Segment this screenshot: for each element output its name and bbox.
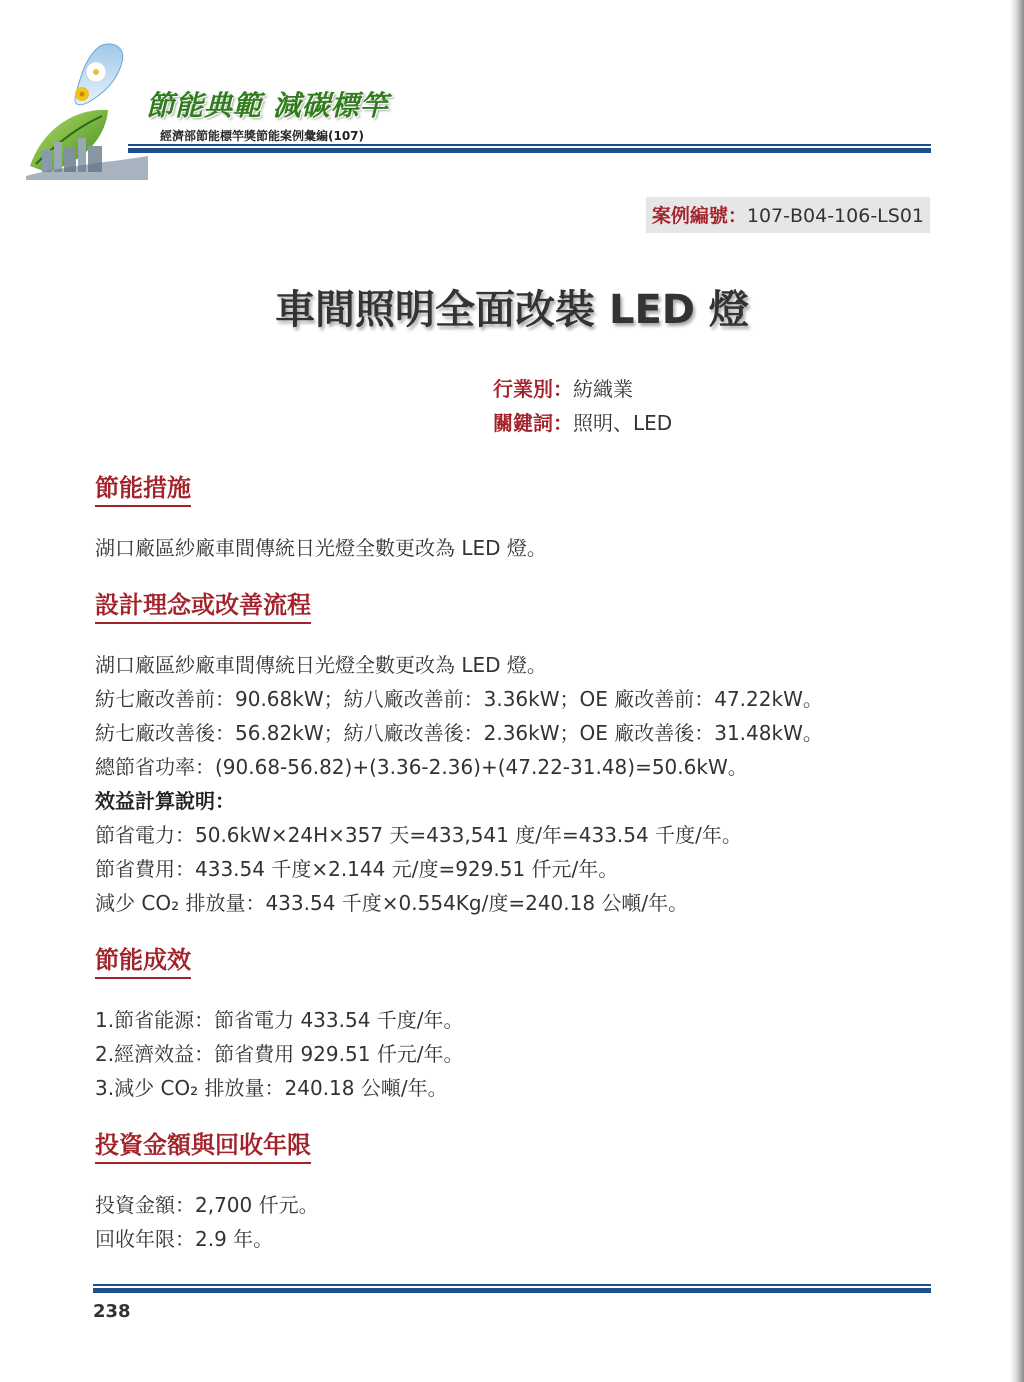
body-line: 湖口廠區紗廠車間傳統日光燈全數更改為 LED 燈。 — [95, 536, 547, 560]
section-heading: 設計理念或改善流程 — [95, 585, 311, 624]
section-investment-payback — [95, 1125, 935, 1256]
section-heading: 節能成效 — [95, 940, 191, 979]
keywords-value: 照明、LED — [573, 411, 673, 435]
body-line: 湖口廠區紗廠車間傳統日光燈全數更改為 LED 燈。 — [95, 653, 547, 677]
section-design-process — [95, 585, 935, 920]
body-line: 節省費用：433.54 千度×2.144 元/度=929.51 仟元/年。 — [95, 857, 619, 881]
page-number: 238 — [93, 1301, 131, 1322]
brand-subtitle: 經濟部節能標竿獎節能案例彙編(107) — [160, 129, 365, 143]
footer-divider-thick — [93, 1288, 931, 1293]
body-line: 紡七廠改善後：56.82kW；紡八廠改善後：2.36kW；OE 廠改善後：31.48kW。 — [95, 721, 823, 745]
body-line: 2.經濟效益：節省費用 929.51 仟元/年。 — [95, 1042, 464, 1066]
section-heading: 節能措施 — [95, 468, 191, 507]
section-body — [95, 648, 935, 920]
case-number-badge — [646, 197, 930, 233]
body-line: 3.減少 CO₂ 排放量：240.18 公噸/年。 — [95, 1076, 448, 1100]
case-number-value: 107-B04-106-LS01 — [746, 205, 924, 227]
section-body — [95, 531, 935, 565]
section-energy-results — [95, 940, 935, 1105]
section-heading: 投資金額與回收年限 — [95, 1125, 311, 1164]
section-body — [95, 1188, 935, 1256]
body-line: 減少 CO₂ 排放量：433.54 千度×0.554Kg/度=240.18 公噸/年。 — [95, 891, 689, 915]
industry-value: 紡織業 — [573, 377, 633, 401]
keywords-label: 關鍵詞： — [493, 411, 573, 435]
section-energy-measures — [95, 468, 935, 565]
section-body — [95, 1003, 935, 1105]
benefit-calculation-heading: 效益計算說明： — [95, 789, 235, 813]
industry-row — [493, 372, 672, 406]
industry-label: 行業別： — [493, 377, 573, 401]
header-divider-thick — [128, 148, 931, 153]
body-line: 1.節省能源：節省電力 433.54 千度/年。 — [95, 1008, 464, 1032]
body-line: 總節省功率：(90.68-56.82)+(3.36-2.36)+(47.22-31.48)=50.6kW。 — [95, 755, 748, 779]
page-title: 車間照明全面改裝 LED 燈 — [275, 287, 749, 333]
case-number-label: 案例編號： — [651, 205, 747, 227]
footer-divider — [93, 1284, 931, 1286]
body-line: 回收年限：2.9 年。 — [95, 1227, 274, 1251]
taiwan-leaf-logo-icon — [22, 38, 152, 183]
body-line: 紡七廠改善前：90.68kW；紡八廠改善前：3.36kW；OE 廠改善前：47.22kW。 — [95, 687, 823, 711]
keywords-row — [493, 406, 672, 440]
page-edge-shadow — [1010, 0, 1024, 1382]
case-meta — [493, 372, 672, 440]
body-line: 節省電力：50.6kW×24H×357 天=433,541 度/年=433.54 千度/年。 — [95, 823, 742, 847]
brand-title: 節能典範 減碳標竿 — [146, 89, 389, 122]
header-divider — [128, 144, 931, 146]
body-line: 投資金額：2,700 仟元。 — [95, 1193, 319, 1217]
